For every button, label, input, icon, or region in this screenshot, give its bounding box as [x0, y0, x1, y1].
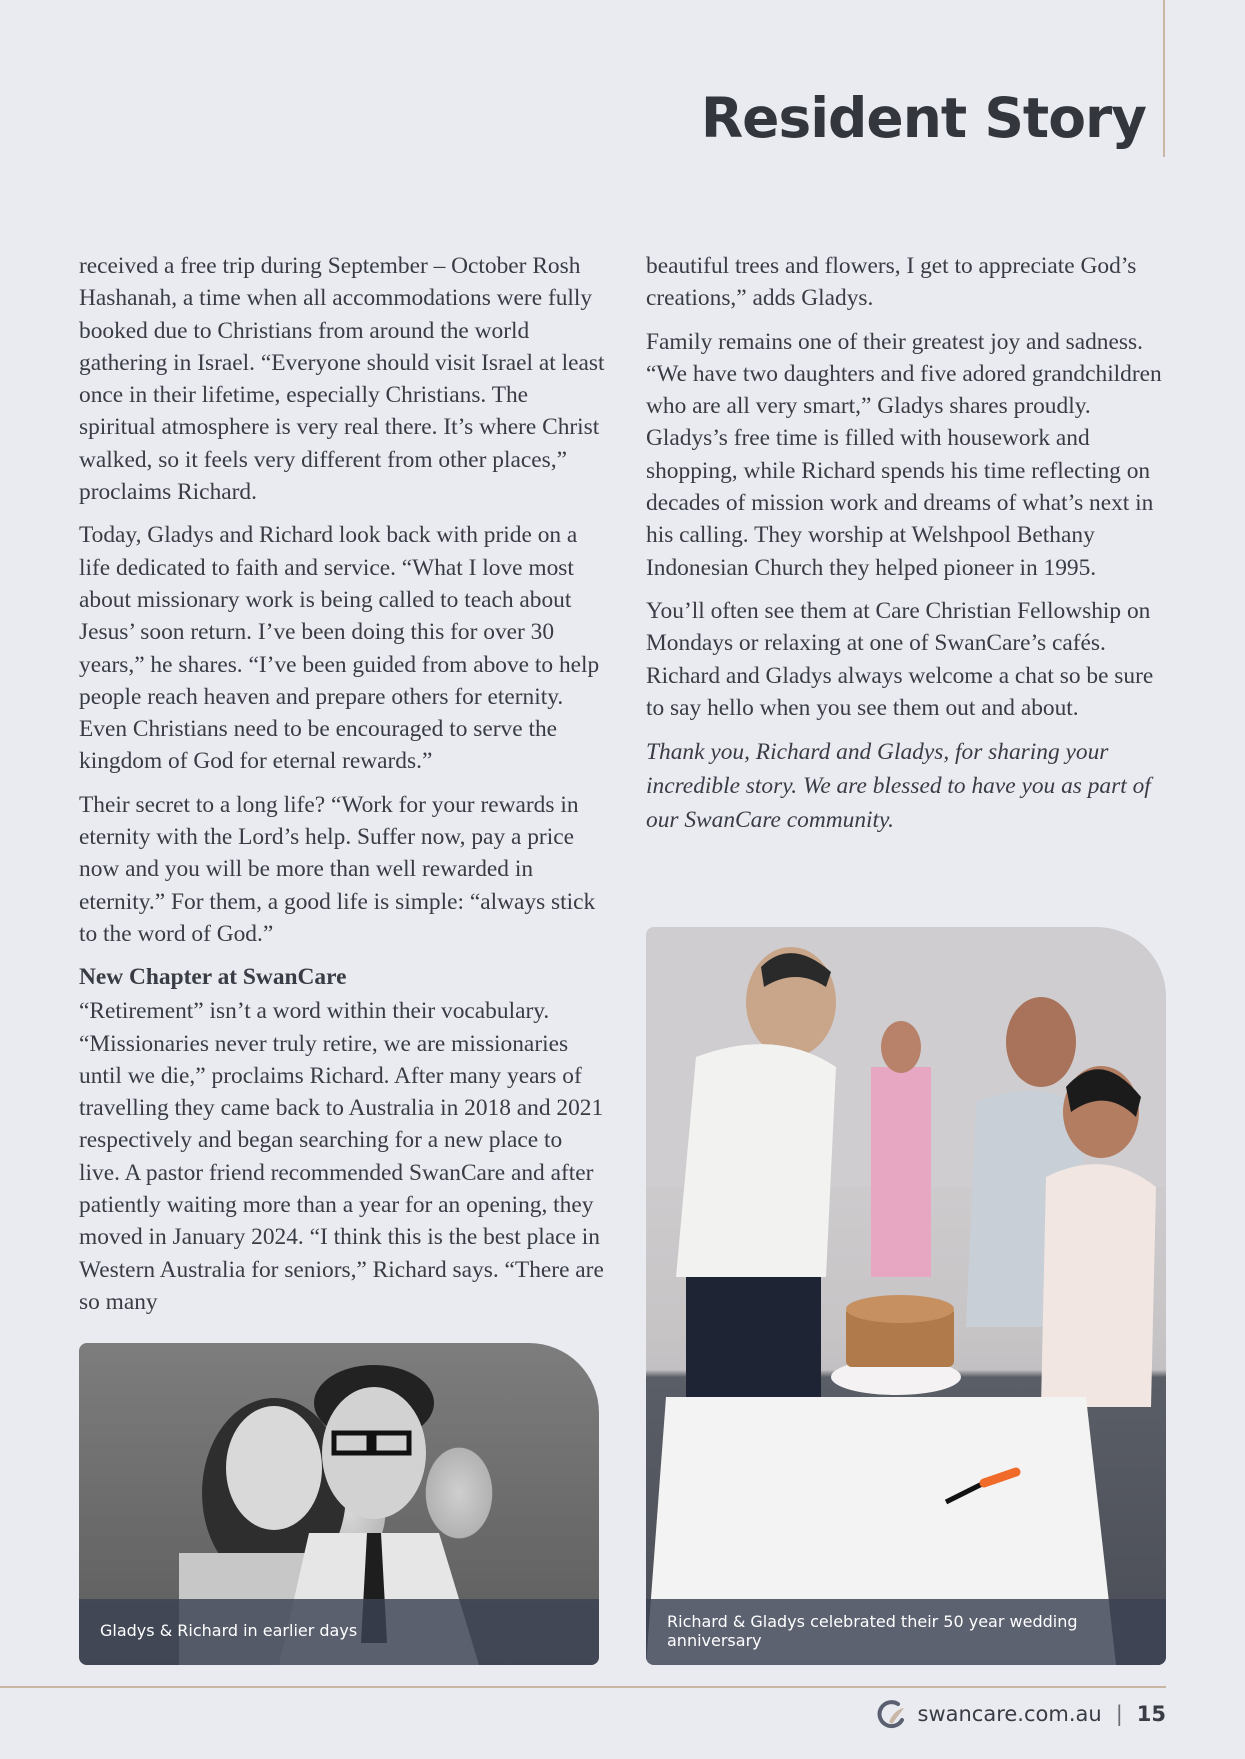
anniversary-celebration-image [646, 927, 1166, 1665]
swancare-logo-icon [876, 1698, 908, 1730]
website-link[interactable]: swancare.com.au [917, 1702, 1102, 1726]
caption-bar [79, 1599, 599, 1665]
right-text-column [646, 250, 1174, 848]
closing-thanks: Thank you, Richard and Gladys, for sharing your incredible story. We are blessed to have you as part of our SwanCare community. [646, 739, 1151, 834]
paragraph: You’ll often see them at Care Christian Fellowship on Mondays or relaxing at one of SwanCare’s cafés. Richard and Gladys always welcome a chat so be sure to say hello when you see them out and about. [646, 597, 1154, 721]
anniversary-photo [646, 927, 1166, 1665]
paragraph: Family remains one of their greatest joy and sadness. “We have two daughters and five adored grandchildren who are all very smart,” Gladys shares proudly. Gladys’s free time is filled with housework and shopping, while Richard spends his time reflecting on decades of mission work and dreams of what’s next in his calling. They worship at Welshpool Bethany Indonesian Church they helped pioneer in 1995. [646, 328, 1162, 581]
footer-rule [0, 1686, 1166, 1688]
paragraph: Today, Gladys and Richard look back with pride on a life dedicated to faith and service. “What I love most about missionary work is being called to teach about Jesus’ soon return. I’ve been doing this for over 30 years,” he shares. “I’ve been guided from above to help people reach heaven and prepare others for eternity. Even Christians need to be encouraged to serve the kingdom of God for eternal rewards.” [79, 522, 600, 775]
paragraph: “Retirement” isn’t a word within their vocabulary. “Missionaries never truly retire, we are missionaries until we die,” proclaims Richard. After many years of travelling they came back to Australia in 2018 and 2021 respectively and began searching for a new place to live. A pastor friend recommended SwanCare and after patiently waiting more than a year for an opening, they moved in January 2024. “I think this is the best place in Western Australia for seniors,” Richard says. “There are so many [79, 998, 604, 1315]
page-number: 15 [1136, 1702, 1166, 1726]
section-subheading: New Chapter at SwanCare [79, 964, 347, 991]
page-footer [876, 1697, 1167, 1731]
paragraph: Their secret to a long life? “Work for your rewards in eternity with the Lord’s help. Suffer now, pay a price now and you will be more than well rewarded in eternity.” For them, a good life is simple: “always stick to the word of God.” [79, 791, 596, 947]
page-title: Resident Story [700, 86, 1146, 150]
paragraph: received a free trip during September – October Rosh Hashanah, a time when all accommodations were fully booked due to Christians from around the world gathering in Israel. “Everyone should visit Israel at least once in their lifetime, especially Christians. The spiritual atmosphere is very real there. It’s where Christ walked, so it feels very different from other places,” proclaims Richard. [79, 253, 605, 506]
footer-separator: | [1115, 1702, 1123, 1726]
paragraph: beautiful trees and flowers, I get to appreciate God’s creations,” adds Gladys. [646, 253, 1137, 312]
photo-caption: Gladys & Richard in earlier days [100, 1621, 358, 1640]
left-text-column [79, 250, 607, 1329]
photo-caption: Richard & Gladys celebrated their 50 year wedding anniversary [667, 1612, 1078, 1650]
title-accent-rule [1163, 0, 1165, 157]
earlier-days-photo [79, 1343, 599, 1665]
caption-bar [646, 1599, 1166, 1665]
